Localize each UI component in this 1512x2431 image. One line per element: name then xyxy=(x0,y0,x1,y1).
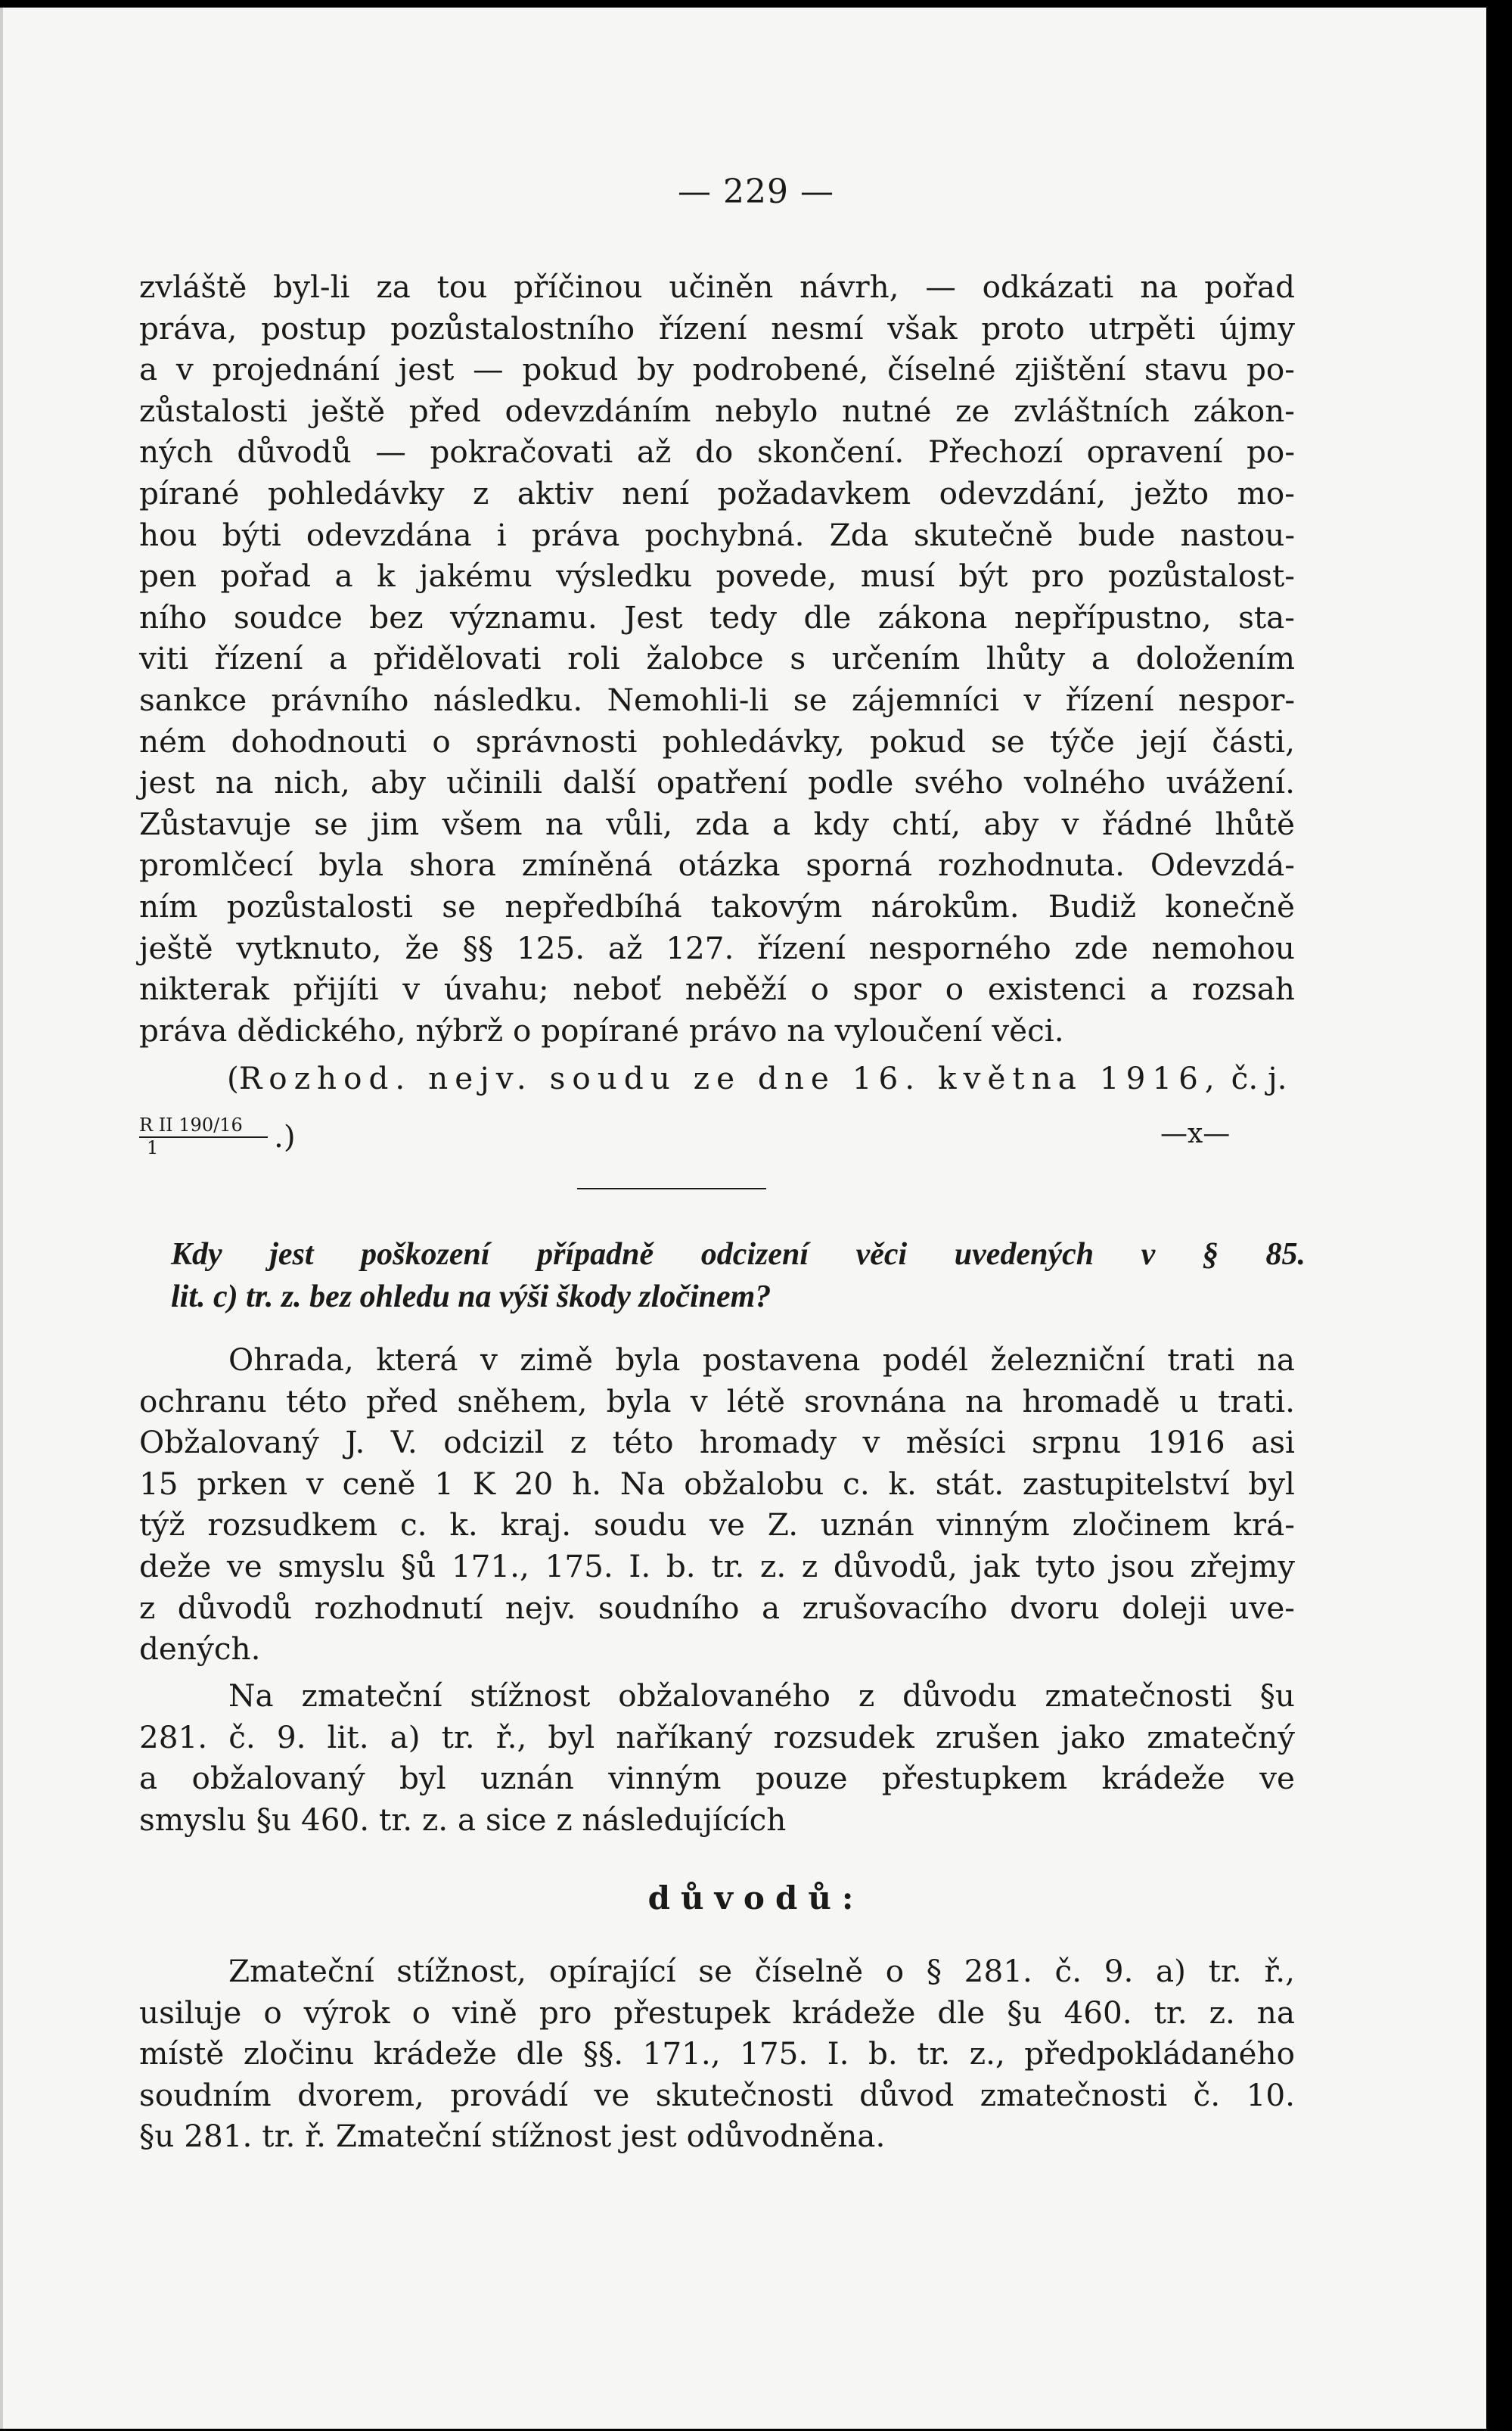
text-line: práva, postup pozůstalostního řízení nesmí však proto utrpěti újmy xyxy=(139,309,1295,347)
case-heading xyxy=(171,1233,1306,1318)
section-separator-mark: —x— xyxy=(1160,1118,1231,1149)
file-number xyxy=(139,1115,268,1158)
page-number: — 229 — xyxy=(678,173,834,211)
text-line: týž rozsudkem c. k. kraj. soudu ve Z. uznán vinným zločinem krá- xyxy=(139,1506,1295,1543)
section-divider xyxy=(577,1188,766,1189)
paragraph-2 xyxy=(139,1339,1295,1670)
reasons-heading: důvodů: xyxy=(647,1879,865,1917)
text-line: ném dohodnouti o správnosti pohledávky, pokud se týče její části, xyxy=(139,723,1295,760)
heading-line: Kdy jest poškození případně odcizení věci uvedených v § 85. xyxy=(171,1237,1306,1272)
citation-tail: č. j. xyxy=(1221,1060,1287,1096)
text-line: hou býti odevzdána i práva pochybná. Zda skutečně bude nastou- xyxy=(139,516,1295,553)
text-line: ním pozůstalosti se nepředbíhá takovým nárokům. Budiž konečně xyxy=(139,888,1295,925)
text-line: viti řízení a přidělovati roli žalobce s určením lhůty a doložením xyxy=(139,640,1295,677)
text-line: Ohrada, která v zimě byla postavena podél železniční trati na xyxy=(228,1341,1295,1378)
text-line: Zůstavuje se jim všem na vůli, zda a kdy chtí, aby v řádné lhůtě xyxy=(139,805,1295,842)
text-line: a v projednání jest — pokud by podrobené, číselné zjištění stavu po- xyxy=(139,351,1295,388)
text-line: ního soudce bez významu. Jest tedy dle zákona nepřípustno, sta- xyxy=(139,598,1295,636)
file-number-denominator: 1 xyxy=(147,1137,159,1158)
text-line: nikterak přijíti v úvahu; neboť neběží o spor o existenci a rozsah xyxy=(139,971,1295,1008)
text-line: pen pořad a k jakému výsledku povede, musí být pro pozůstalost- xyxy=(139,558,1295,595)
paragraph-1 xyxy=(139,266,1295,1051)
text-line: práva dědického, nýbrž o popírané právo na vyloučení věci. xyxy=(139,1012,1064,1049)
text-line: z důvodů rozhodnutí nejv. soudního a zrušovacího dvoru doleji uve- xyxy=(139,1589,1295,1626)
text-line: ochranu této před sněhem, byla v létě srovnána na hromadě u trati. xyxy=(139,1382,1295,1419)
text-line: Obžalovaný J. V. odcizil z této hromady v měsíci srpnu 1916 asi xyxy=(139,1424,1295,1461)
citation-open: ( xyxy=(227,1060,239,1096)
text-line: 15 prken v ceně 1 K 20 h. Na obžalobu c. k. stát. zastupitelství byl xyxy=(139,1465,1295,1502)
file-number-numerator: R II 190/16 xyxy=(139,1115,268,1138)
text-line: §u 281. tr. ř. Zmateční stížnost jest odůvodněna. xyxy=(139,2118,886,2155)
text-line: smyslu §u 460. tr. z. a sice z následujících xyxy=(139,1801,787,1838)
text-line: pírané pohledávky z aktiv není požadavkem odevzdání, ježto mo- xyxy=(139,474,1295,511)
text-line: ještě vytknuto, že §§ 125. až 127. řízení nesporného zde nemohou xyxy=(139,929,1295,966)
text-line: zůstalosti ještě před odevzdáním nebylo nutné ze zvláštních zákon- xyxy=(139,392,1295,429)
paragraph-3 xyxy=(139,1675,1295,1840)
text-line: promlčecí byla shora zmíněná otázka sporná rozhodnuta. Odevzdá- xyxy=(139,847,1295,884)
text-line: jest na nich, aby učinili další opatření podle svého volného uvážení. xyxy=(139,764,1295,801)
citation-text: Rozhod. nejv. soudu ze dne 16. května 1916, xyxy=(238,1060,1222,1096)
text-line: deže ve smyslu §ů 171., 175. I. b. tr. z. z důvodů, jak tyto jsou zřejmy xyxy=(139,1547,1295,1584)
heading-line: lit. c) tr. z. bez ohledu na výši škody zločinem? xyxy=(171,1279,772,1314)
text-line: Zmateční stížnost, opírající se číselně o § 281. č. 9. a) tr. ř., xyxy=(228,1953,1295,1989)
text-line: sankce právního následku. Nemohli-li se zájemníci v řízení nespor- xyxy=(139,681,1295,718)
text-line: soudním dvorem, provádí ve skutečnosti důvod zmatečnosti č. 10. xyxy=(139,2076,1295,2113)
text-line: usiluje o výrok o vině pro přestupek krádeže dle §u 460. tr. z. na xyxy=(139,1994,1295,2031)
text-line: 281. č. 9. lit. a) tr. ř., byl naříkaný rozsudek zrušen jako zmatečný xyxy=(139,1718,1295,1755)
text-line: a obžalovaný byl uznán vinným pouze přestupkem krádeže ve xyxy=(139,1760,1295,1797)
scan-margin xyxy=(1486,0,1512,2431)
paragraph-4 xyxy=(139,1951,1295,2157)
citation-close: .) xyxy=(274,1118,296,1155)
text-line: ných důvodů — pokračovati až do skončení. Přechozí opravení po- xyxy=(139,434,1295,471)
court-citation xyxy=(227,1058,1295,1099)
text-line: místě zločinu krádeže dle §§. 171., 175. I. b. tr. z., předpokládaného xyxy=(139,2035,1295,2072)
text-line: Na zmateční stížnost obžalovaného z důvodu zmatečnosti §u xyxy=(228,1677,1295,1714)
text-line: dených. xyxy=(139,1631,261,1668)
text-line: zvláště byl-li za tou příčinou učiněn návrh, — odkázati na pořad xyxy=(139,269,1295,305)
